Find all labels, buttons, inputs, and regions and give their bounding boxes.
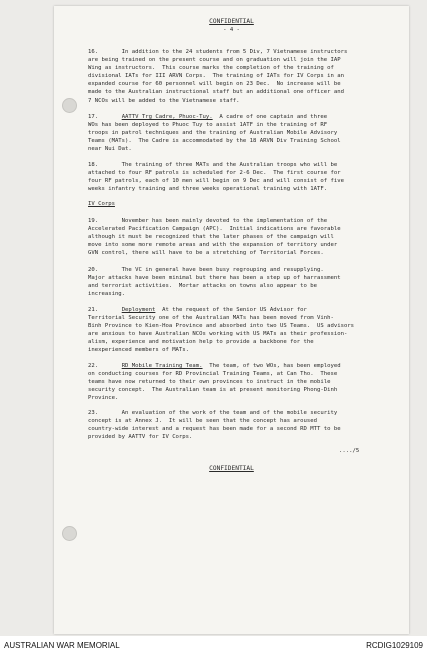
continuation-marker: ..../5 xyxy=(339,448,360,454)
paragraph-23 xyxy=(88,409,410,441)
text-line: 19. November has been mainly devoted to the implementation of the xyxy=(88,218,328,224)
text-line: 16. In addition to the 24 students from 5 Div, 7 Vietnamese instructors xyxy=(88,49,348,55)
text-line: 18. The training of three MATs and the Australian troops who will be xyxy=(88,162,338,168)
text-line: 20. The VC in general have been busy regrouping and resupplying. xyxy=(88,267,324,273)
text-line: security concept. The Australian team is at present monitoring Phong-Dinh xyxy=(88,387,338,394)
section-heading-iv-corps: IV Corps xyxy=(88,201,115,207)
text-line: on conducting courses for RD Provincial Training Teams, at Can Tho. These xyxy=(88,371,338,378)
text-line: 22. xyxy=(88,363,122,369)
text-line: divisional IATs for III ARVN Corps. The training of IATs for IV Corps in an xyxy=(88,73,344,80)
text-line: country-wide interest and a request has been made for a second RD MTT to be xyxy=(88,426,341,433)
paragraph-17 xyxy=(88,113,410,153)
text-line: The team, of two WOs, has been employed xyxy=(202,363,341,369)
text-line: A cadre of one captain and three xyxy=(212,114,328,120)
text-line: Province. xyxy=(88,395,119,402)
text-line: made to the Australian instructional staff but an additional one officer and xyxy=(88,89,344,96)
text-line: increasing. xyxy=(88,291,126,298)
text-line: Accelerated Pacification Campaign (APC). Initial indications are favorable xyxy=(88,226,341,233)
archive-record-id: RCDIG1029109 xyxy=(366,641,423,650)
paragraph-title: RD Mobile Training Team. xyxy=(121,363,203,369)
text-line: Territorial Security one of the Australian MATs has been moved from Vinh- xyxy=(88,315,334,322)
text-line: 7 NCOs will be added to the Vietnamese staff. xyxy=(88,97,240,104)
paragraph-21 xyxy=(88,306,410,355)
text-line: GVN control, there will have to be a stretching of Territorial Forces. xyxy=(88,250,324,257)
paragraph-18 xyxy=(88,161,410,193)
paragraph-title: AATTV Trg Cadre, Phuoc-Tuy. xyxy=(121,114,213,120)
text-line: alism, experience and motivation help to provide a backbone for the xyxy=(88,339,314,346)
text-line: weeks infantry training and three weeks operational training with 1ATF. xyxy=(88,186,328,193)
text-line: Wing as instructors. This course marks the completion of the training of xyxy=(88,65,334,72)
text-line: expanded course for 60 personnel will begin on 23 Dec. No increase will be xyxy=(88,81,341,88)
punch-hole xyxy=(62,526,77,541)
text-line: concept is at Annex J. It will be seen that the concept has aroused xyxy=(88,418,318,425)
text-line: are being trained on the present course and on graduation will join the IAP xyxy=(88,57,341,64)
footer-classification: CONFIDENTIAL xyxy=(209,465,254,472)
text-line: troops in patrol techniques and the training of Australian Mobile Advisory xyxy=(88,130,338,137)
text-line: near Nui Dat. xyxy=(88,146,132,153)
archive-footer-bar xyxy=(0,636,427,654)
text-line: and terrorist activities. Mortar attacks on towns also appear to be xyxy=(88,283,318,290)
text-line: teams have now returned to their own provinces to instruct in the mobile xyxy=(88,379,331,386)
header-classification: CONFIDENTIAL xyxy=(209,18,254,25)
paragraph-20 xyxy=(88,266,410,298)
text-line: provided by AATTV for IV Corps. xyxy=(88,434,193,441)
text-line: four RF patrols, each of 10 men will begin on 9 Dec and will consist of five xyxy=(88,178,344,185)
text-line: 23. An evaluation of the work of the team and of the mobile security xyxy=(88,410,338,416)
text-line: inexperienced members of MATs. xyxy=(88,347,190,354)
text-line: attached to four RF patrols is scheduled for 2-6 Dec. The first course for xyxy=(88,170,341,177)
punch-hole xyxy=(62,98,77,113)
archive-name: AUSTRALIAN WAR MEMORIAL xyxy=(4,641,120,650)
page-number: - 4 - xyxy=(223,27,240,33)
text-line: Binh Province to Kien-Hoa Province and absorbed into two US Teams. US advisors xyxy=(88,323,355,330)
text-line: move into some more remote areas and with the expansion of territory under xyxy=(88,242,338,249)
text-line: Major attacks have been minimal but there has been a step up of harrassment xyxy=(88,275,341,282)
text-line: WOs has been deployed to Phuoc Tuy to assist 1ATF in the training of RF xyxy=(88,122,328,129)
paragraph-16 xyxy=(88,48,410,105)
text-line: 21. xyxy=(88,307,122,313)
paragraph-22 xyxy=(88,362,410,402)
text-line: At the request of the Senior US Advisor for xyxy=(155,307,307,313)
paragraph-19 xyxy=(88,217,410,257)
text-line: 17. xyxy=(88,114,122,120)
text-line: although it must be recognized that the later phases of the campaign will xyxy=(88,234,334,241)
text-line: are anxious to have Australian NCOs working with US MATs as their profession- xyxy=(88,331,348,338)
text-line: Teams (MATs). The Cadre is accommodated by the 18 ARVN Div Training School xyxy=(88,138,341,145)
paragraph-title: Deployment xyxy=(121,307,156,313)
